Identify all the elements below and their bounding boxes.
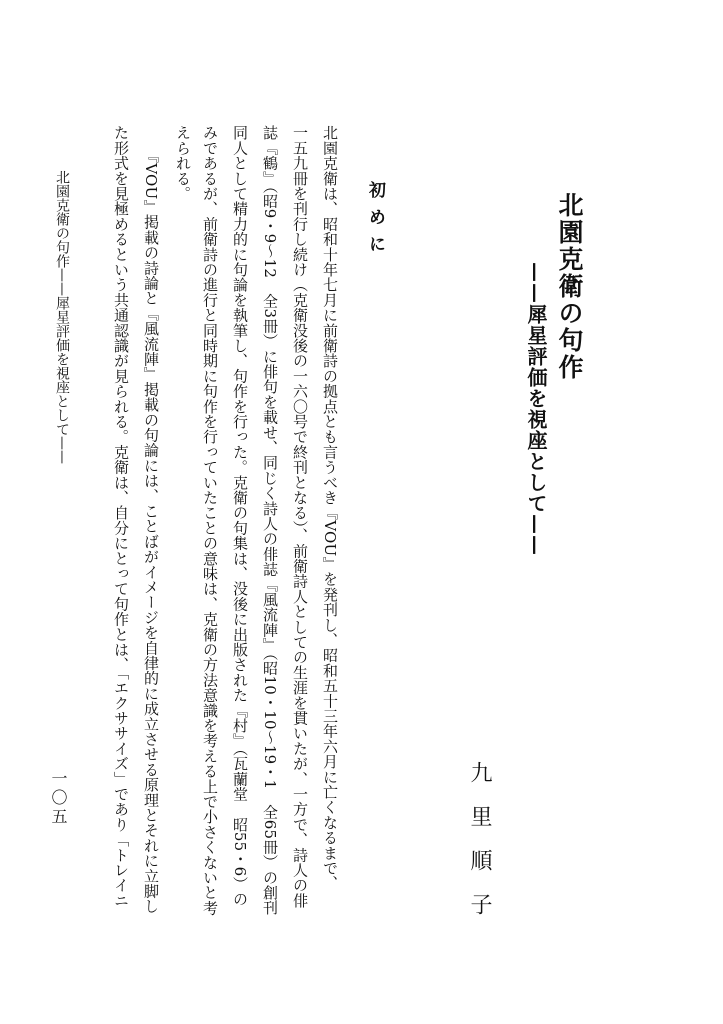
body-line: えられる。	[174, 125, 192, 201]
body-line: た形式を見極めるという共通認識が見られる。克衛は、自分にとって句作とは、「エクササイズ」であり「トレイニ	[112, 125, 130, 908]
page-number: 一〇五	[49, 770, 68, 827]
body-line: 一五九冊を刊行し続け（克衛没後の一六〇号で終刊となる）、前衛詩人としての生涯を貫いたが、一方で、詩人の俳	[291, 125, 309, 908]
author-name: 九里順子	[467, 761, 492, 937]
article-subtitle: ——犀星評価を視座として——	[524, 262, 548, 556]
section-heading: 初めに	[365, 181, 385, 262]
body-line: 『VOU』掲載の詩論と『風流陣』掲載の句論には、ことばがイメージを自律的に成立させる原理とそれに立脚し	[142, 148, 160, 914]
article-title: 北園克衛の句作	[555, 192, 584, 381]
body-line: みであるが、前衛詩の進行と同時期に句作を行っていたことの意味は、克衛の方法意識を考える上で小さくないと考	[201, 125, 219, 916]
body-line: 北園克衛は、昭和十年七月に前衛詩の拠点とも言うべき『VOU』を発刊し、昭和五十三年六月に亡くなるまで、	[321, 125, 339, 891]
body-line: 同人として精力的に句論を執筆し、句作を行った。克衛の句集は、没後に出版された『村』（瓦蘭堂 昭55・6）の	[231, 125, 249, 907]
running-title: 北園克衛の句作——犀星評価を視座として——	[54, 170, 70, 464]
body-line: 誌『鶴』（昭9・9〜12 全3冊）に俳句を載せ、同じく詩人の俳誌『風流陣』（昭10・10〜19・1 全65冊）の創刊	[261, 125, 279, 916]
